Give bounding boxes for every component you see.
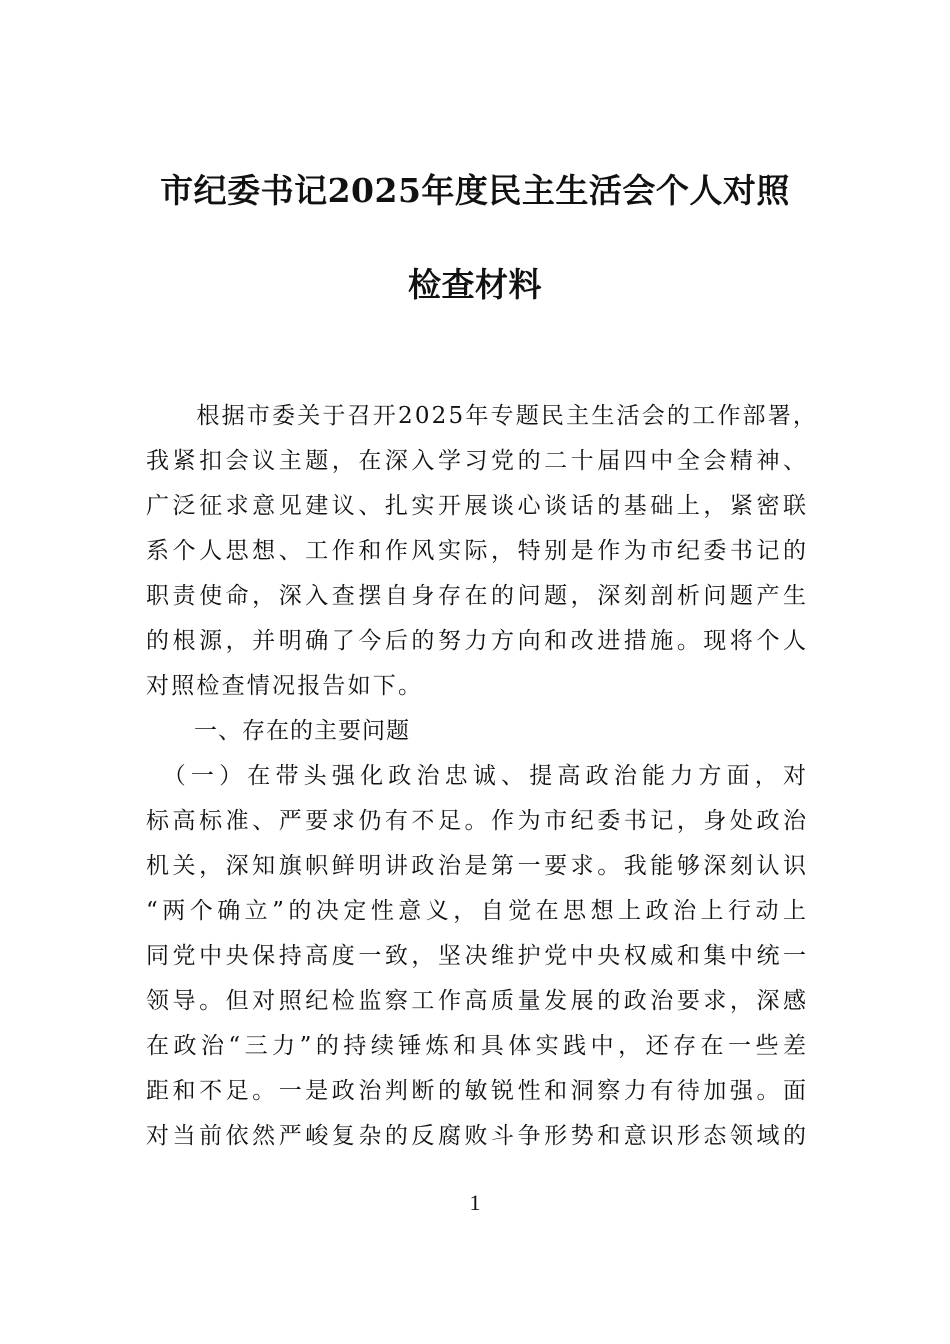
intro-line-3: 广泛征求意见建议、扎实开展谈心谈话的基础上，紧密联 bbox=[146, 493, 806, 519]
page-number: 1 bbox=[469, 1190, 481, 1215]
section-line-8: 距和不足。一是政治判断的敏锐性和洞察力有待加强。面 bbox=[146, 1078, 806, 1104]
intro-line-2: 我紧扣会议主题，在深入学习党的二十届四中全会精神、 bbox=[146, 448, 806, 474]
intro-line-1: 根据市委关于召开2025年专题民主生活会的工作部署， bbox=[146, 403, 819, 429]
intro-line-6: 的根源，并明确了今后的努力方向和改进措施。现将个人 bbox=[146, 628, 806, 654]
section-line-3: 机关，深知旗帜鲜明讲政治是第一要求。我能够深刻认识 bbox=[146, 853, 806, 879]
intro-line-5: 职责使命，深入查摆自身存在的问题，深刻剖析问题产生 bbox=[146, 583, 806, 609]
document-title-line-1: 市纪委书记2025年度民主生活会个人对照 bbox=[160, 171, 790, 210]
intro-line-7: 对照检查情况报告如下。 bbox=[146, 673, 424, 699]
section-line-2: 标高标准、严要求仍有不足。作为市纪委书记，身处政治 bbox=[146, 808, 806, 834]
section-heading: 一、存在的主要问题 bbox=[194, 718, 410, 744]
section-line-5: 同党中央保持高度一致，坚决维护党中央权威和集中统一 bbox=[146, 943, 806, 969]
section-line-4: “两个确立”的决定性意义，自觉在思想上政治上行动上 bbox=[146, 898, 806, 924]
section-line-7: 在政治“三力”的持续锤炼和具体实践中，还存在一些差 bbox=[146, 1033, 806, 1059]
section-line-6: 领导。但对照纪检监察工作高质量发展的政治要求，深感 bbox=[146, 988, 806, 1014]
section-line-1: （一）在带头强化政治忠诚、提高政治能力方面，对 bbox=[146, 763, 806, 789]
section-line-9: 对当前依然严峻复杂的反腐败斗争形势和意识形态领域的 bbox=[146, 1123, 806, 1149]
document-title-line-2: 检查材料 bbox=[408, 265, 542, 304]
intro-line-4: 系个人思想、工作和作风实际，特别是作为市纪委书记的 bbox=[146, 538, 806, 564]
